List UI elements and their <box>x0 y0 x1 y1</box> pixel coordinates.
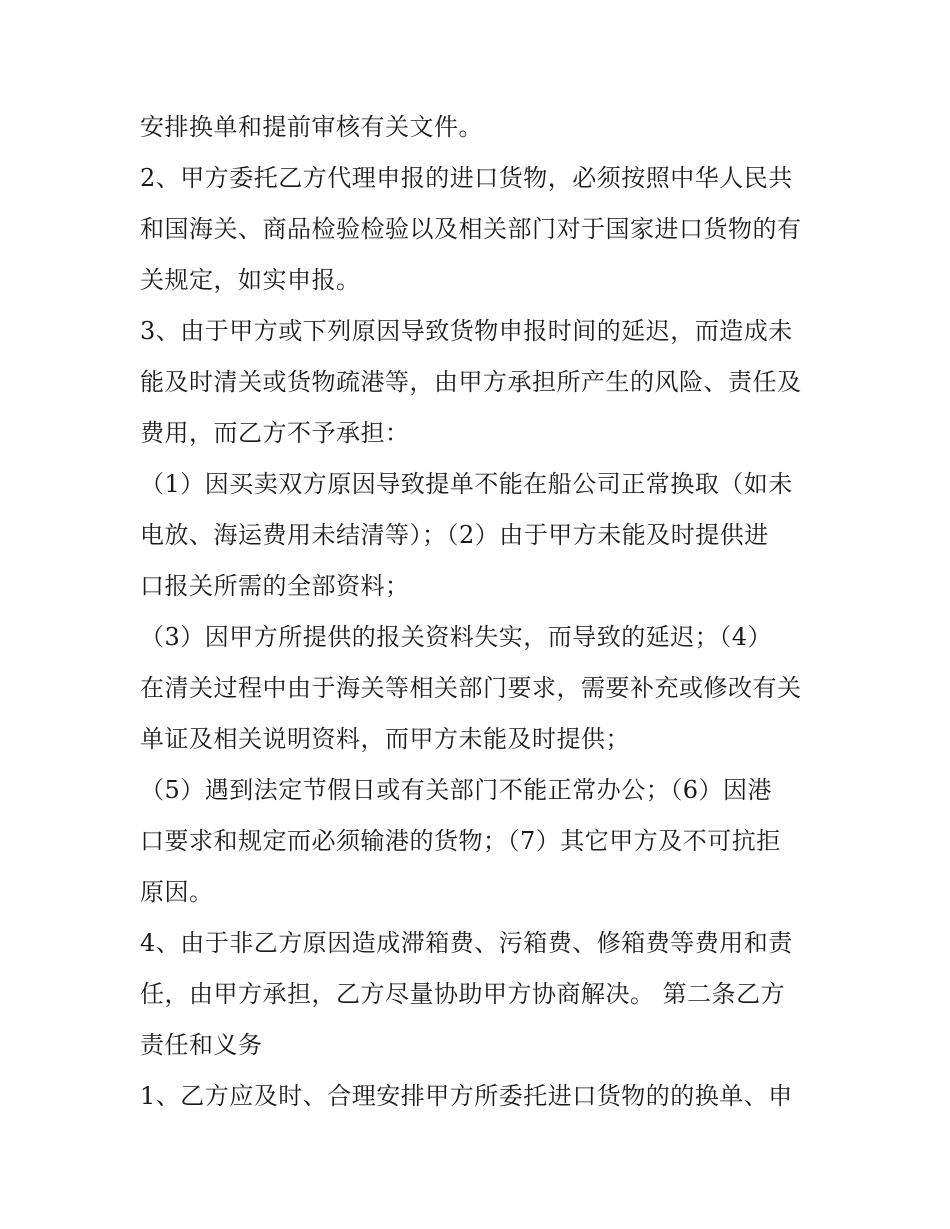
text-line: 在清关过程中由于海关等相关部门要求，需要补充或修改有关 <box>140 674 802 702</box>
text-line: 责任和义务 <box>140 1031 263 1059</box>
text-line: 安排换单和提前审核有关文件。 <box>140 113 483 141</box>
document-body <box>140 102 820 1122</box>
text-line: 口报关所需的全部资料； <box>140 572 410 600</box>
text-line: 4、由于非乙方原因造成滞箱费、污箱费、修箱费等费用和责 <box>140 929 793 957</box>
text-line: （3）因甲方所提供的报关资料失实，而导致的延迟；（4） <box>140 623 773 651</box>
text-line: 任，由甲方承担，乙方尽量协助甲方协商解决。 第二条乙方 <box>140 980 786 1008</box>
text-line: 能及时清关或货物疏港等，由甲方承担所产生的风险、责任及 <box>140 368 802 396</box>
text-line: 1、乙方应及时、合理安排甲方所委托进口货物的的换单、申 <box>140 1082 793 1110</box>
text-line: （1）因买卖双方原因导致提单不能在船公司正常换取（如未 <box>140 470 793 498</box>
text-line: 和国海关、商品检验检验以及相关部门对于国家进口货物的有 <box>140 215 802 243</box>
text-line: 3、由于甲方或下列原因导致货物申报时间的延迟，而造成未 <box>140 317 793 345</box>
text-line: 费用，而乙方不予承担： <box>140 419 410 447</box>
text-line: 单证及相关说明资料，而甲方未能及时提供； <box>140 725 630 753</box>
text-line: 关规定，如实申报。 <box>140 266 361 294</box>
text-line: （5）遇到法定节假日或有关部门不能正常办公；（6）因港 <box>140 776 773 804</box>
text-line: 电放、海运费用未结清等）；（2）由于甲方未能及时提供进 <box>140 521 769 549</box>
text-line: 口要求和规定而必须输港的货物；（7）其它甲方及不可抗拒 <box>140 827 781 855</box>
text-line: 2、甲方委托乙方代理申报的进口货物，必须按照中华人民共 <box>140 164 793 192</box>
text-line: 原因。 <box>140 878 214 906</box>
